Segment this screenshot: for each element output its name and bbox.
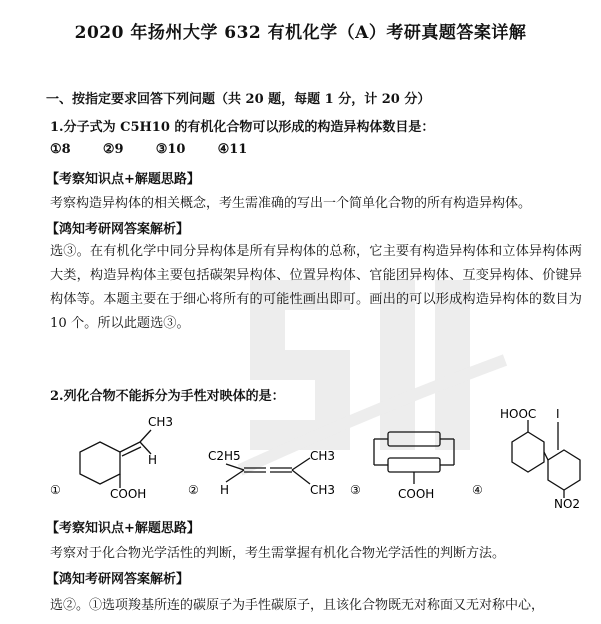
s3-cooh: COOH (398, 487, 435, 501)
s4-label: ④ (472, 483, 483, 497)
q2-analysis-label: 【鸿知考研网答案解析】 (46, 572, 190, 587)
q2-knowledge-label: 【考察知识点+解题思路】 (46, 521, 200, 536)
q1-option-4: ④11 (217, 142, 248, 157)
s2-c2h5: C2H5 (208, 449, 241, 463)
s1-h: H (148, 453, 158, 467)
cyclohexane-ring (80, 442, 120, 484)
q1-stem: 1.分子式为 C5H10 的有机化合物可以形成的构造异构体数目是： (50, 120, 435, 135)
page-title: 2020 年扬州大学 632 有机化学（A）考研真题答案详解 (74, 23, 527, 43)
q1-knowledge-label: 【考察知识点+解题思路】 (46, 172, 200, 187)
s4-hooc: HOOC (500, 407, 537, 421)
q1-option-2: ②9 (102, 142, 124, 157)
s1-ch3: CH3 (148, 415, 174, 429)
section-heading: 一、按指定要求回答下列问题（共 20 题，每题 1 分，计 20 分） (46, 92, 431, 107)
q2-stem: 2.列化合物不能拆分为手性对映体的是： (50, 389, 285, 404)
s2-ch3a: CH3 (310, 449, 336, 463)
s4-i: I (556, 407, 560, 421)
s1-label: ① (50, 483, 61, 497)
q1-option-1: ①8 (50, 142, 71, 157)
s3-label: ③ (350, 483, 361, 497)
q1-option-3: ③10 (155, 142, 186, 157)
q2-analysis-text: 选②。①选项羧基所连的碳原子为手性碳原子，且该化合物既无对称面又无对称中心， (50, 598, 545, 613)
s4-no2: NO2 (554, 497, 581, 510)
q2-structures (48, 402, 588, 510)
q1-options (50, 142, 275, 157)
s1-cooh: COOH (110, 487, 147, 501)
q1-analysis-text: 选③。在有机化学中同分异构体是所有异构体的总称，它主要有构造异构体和立体异构体两大类，构造异构体主要包括碳架异构体、位置异构体、官能团异构体、互变异构体、价键异构体等。本题主要在于细心将所有的可能性画出即可。画出的可以形成构造异构体的数目为 10 个。所以此题选③。 (50, 244, 582, 331)
s2-h: H (220, 483, 230, 497)
q1-analysis-label: 【鸿知考研网答案解析】 (46, 222, 190, 237)
s2-label: ② (188, 483, 199, 497)
q1-knowledge-text: 考察构造异构体的相关概念，考生需准确的写出一个简单化合物的所有构造异构体。 (50, 196, 532, 211)
s2-ch3b: CH3 (310, 483, 336, 497)
q2-knowledge-text: 考察对于化合物光学活性的判断，考生需掌握有机化合物光学活性的判断方法。 (50, 546, 506, 561)
